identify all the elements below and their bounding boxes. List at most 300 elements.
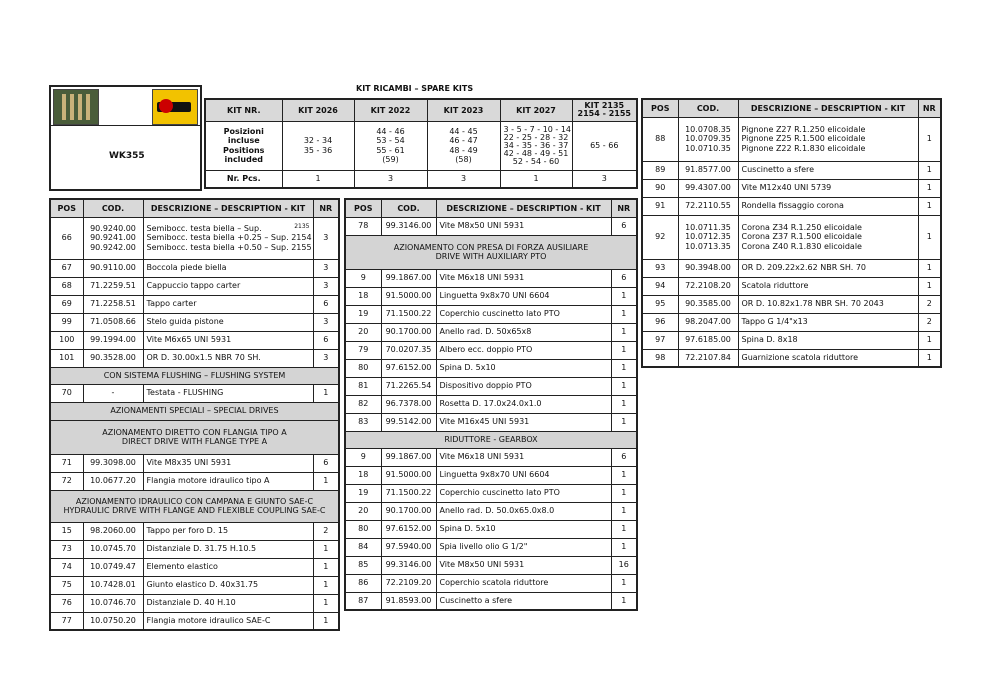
table-row — [642, 259, 941, 277]
part-pos: 15 — [50, 522, 83, 540]
section-heading-line: CON SISTEMA FLUSHING – FLUSHING SYSTEM — [103, 370, 286, 380]
part-description: Coperchio scatola riduttore — [436, 574, 611, 592]
part-pos: 86 — [345, 574, 381, 592]
table-row — [345, 520, 637, 538]
part-description: Linguetta 9x8x70 UNI 6604 — [436, 287, 611, 305]
section-direct-drive — [50, 420, 339, 454]
kit-pcs: 3 — [354, 170, 427, 188]
part-code: 99.1867.00 — [381, 448, 436, 466]
part-quantity: 1 — [611, 359, 637, 377]
part-description: Dispositivo doppio PTO — [436, 377, 611, 395]
part-quantity: 3 — [313, 349, 339, 367]
part-codes — [678, 215, 738, 259]
kit-pcs: 3 — [427, 170, 500, 188]
part-description: Tappo per foro D. 15 — [143, 522, 313, 540]
part-pos: 83 — [345, 413, 381, 431]
quantity-header: NR — [611, 199, 637, 217]
table-row — [345, 502, 637, 520]
part-code: 70.0207.35 — [381, 341, 436, 359]
table-row — [345, 359, 637, 377]
part-pos: 78 — [345, 217, 381, 235]
part-description: Rosetta D. 17.0x24.0x1.0 — [436, 395, 611, 413]
part-pos: 85 — [345, 556, 381, 574]
table-row — [642, 179, 941, 197]
table-row — [642, 295, 941, 313]
part-description-line — [147, 224, 310, 233]
table-row — [50, 217, 339, 259]
section-heading-line: HYDRAULIC DRIVE WITH FLANGE AND FLEXIBLE COUPLING SAE-C — [63, 506, 326, 515]
part-quantity: 1 — [918, 331, 941, 349]
table-row — [50, 313, 339, 331]
part-code: 10.0677.20 — [83, 472, 143, 490]
part-description: Stelo guida pistone — [143, 313, 313, 331]
part-code: 90.9110.00 — [83, 259, 143, 277]
part-pos: 75 — [50, 576, 83, 594]
part-quantity: 2 — [918, 295, 941, 313]
part-pos: 82 — [345, 395, 381, 413]
part-pos: 79 — [345, 341, 381, 359]
part-description: Pignone Z25 R.1.500 elicoidale — [741, 134, 866, 144]
part-quantity: 1 — [918, 277, 941, 295]
part-pos: 73 — [50, 540, 83, 558]
part-pos: 9 — [345, 269, 381, 287]
table-row — [345, 466, 637, 484]
part-descriptions — [738, 215, 918, 259]
table-row — [50, 331, 339, 349]
section-auxiliary-pto — [345, 235, 637, 269]
brand-logo — [152, 89, 198, 125]
table-row — [50, 594, 339, 612]
part-description: Coperchio cuscinetto lato PTO — [436, 305, 611, 323]
part-code: 99.1994.00 — [83, 331, 143, 349]
part-quantity: 6 — [611, 269, 637, 287]
part-quantity: 1 — [611, 287, 637, 305]
part-quantity: 1 — [918, 349, 941, 367]
pos-header: POS — [50, 199, 83, 217]
part-pos: 95 — [642, 295, 678, 313]
table-row — [642, 313, 941, 331]
part-quantity: 3 — [313, 313, 339, 331]
part-code: 91.5000.00 — [381, 287, 436, 305]
part-description: Testata - FLUSHING — [143, 384, 313, 402]
table-row — [345, 592, 637, 610]
part-code: 72.2108.20 — [678, 277, 738, 295]
part-pos: 72 — [50, 472, 83, 490]
section-heading — [50, 402, 339, 420]
section-gearbox — [345, 431, 637, 448]
part-quantity: 1 — [918, 117, 941, 161]
part-code: 98.2060.00 — [83, 522, 143, 540]
part-description: Linguetta 9x8x70 UNI 6604 — [436, 466, 611, 484]
part-description: Vite M6x18 UNI 5931 — [436, 269, 611, 287]
part-description: Flangia motore idraulico SAE-C — [143, 612, 313, 630]
table-header-row — [642, 99, 941, 117]
pos-header: POS — [642, 99, 678, 117]
part-pos: 81 — [345, 377, 381, 395]
part-code: 97.6185.00 — [678, 331, 738, 349]
kit-header: KIT 2135 2154 - 2155 — [572, 99, 637, 121]
table-row — [642, 277, 941, 295]
part-code: 99.3146.00 — [381, 556, 436, 574]
part-quantity: 1 — [918, 197, 941, 215]
part-pos: 76 — [50, 594, 83, 612]
description-header: DESCRIZIONE – DESCRIPTION - KIT — [143, 199, 313, 217]
part-quantity: 1 — [918, 161, 941, 179]
part-pos: 99 — [50, 313, 83, 331]
part-quantity: 1 — [611, 341, 637, 359]
section-flushing — [50, 367, 339, 384]
part-quantity: 1 — [611, 395, 637, 413]
part-description: Rondella fissaggio corona — [738, 197, 918, 215]
part-quantity: 1 — [611, 520, 637, 538]
part-quantity: 1 — [313, 576, 339, 594]
part-pos: 19 — [345, 305, 381, 323]
part-pos: 67 — [50, 259, 83, 277]
pcs-label: Nr. Pcs. — [205, 170, 282, 188]
part-description: Vite M6x18 UNI 5931 — [436, 448, 611, 466]
part-code: 90.3528.00 — [83, 349, 143, 367]
part-description: Pignone Z22 R.1.830 elicoidale — [741, 143, 866, 153]
table-row — [50, 259, 339, 277]
part-description: Pignone Z27 R.1.250 elicoidale — [741, 125, 866, 135]
quantity-header: NR — [918, 99, 941, 117]
table-row — [345, 269, 637, 287]
part-description: Anello rad. D. 50.0x65.0x8.0 — [436, 502, 611, 520]
part-code: 71.1500.22 — [381, 305, 436, 323]
part-quantity: 1 — [611, 502, 637, 520]
part-code: 10.0745.70 — [83, 540, 143, 558]
section-heading-line: AZIONAMENTO DIRETTO CON FLANGIA TIPO A — [102, 427, 287, 437]
table-row — [345, 556, 637, 574]
part-description: Boccola piede biella — [143, 259, 313, 277]
table-row — [345, 574, 637, 592]
table-row — [50, 558, 339, 576]
part-code: 90.9241.00 — [90, 233, 136, 243]
table-row — [50, 522, 339, 540]
pos-header: POS — [345, 199, 381, 217]
part-description: OR D. 10.82x1.78 NBR SH. 70 2043 — [738, 295, 918, 313]
code-header: COD. — [678, 99, 738, 117]
table-row — [345, 323, 637, 341]
table-row — [345, 341, 637, 359]
part-description: Vite M8x35 UNI 5931 — [143, 454, 313, 472]
part-description: Spina D. 5x10 — [436, 359, 611, 377]
part-quantity: 16 — [611, 556, 637, 574]
table-row — [50, 576, 339, 594]
table-row — [50, 472, 339, 490]
code-header: COD. — [83, 199, 143, 217]
part-code: 90.9242.00 — [90, 242, 136, 252]
table-row — [345, 287, 637, 305]
part-quantity: 1 — [611, 484, 637, 502]
table-row — [642, 331, 941, 349]
part-description: Albero ecc. doppio PTO — [436, 341, 611, 359]
part-quantity: 6 — [313, 331, 339, 349]
description-header: DESCRIZIONE – DESCRIPTION - KIT — [738, 99, 918, 117]
table-row — [50, 540, 339, 558]
part-code: 99.3098.00 — [83, 454, 143, 472]
table-header-row — [50, 199, 339, 217]
part-codes — [83, 217, 143, 259]
part-description: OR D. 30.00x1.5 NBR 70 SH. — [143, 349, 313, 367]
part-quantity: 1 — [611, 466, 637, 484]
section-heading — [50, 490, 339, 522]
part-pos: 69 — [50, 295, 83, 313]
table-row — [345, 305, 637, 323]
table-row — [345, 413, 637, 431]
model-label: WK355 — [109, 151, 145, 161]
parts-table-middle — [344, 198, 638, 611]
part-pos: 20 — [345, 502, 381, 520]
part-description: Tappo carter — [143, 295, 313, 313]
part-codes — [678, 117, 738, 161]
logo-panel — [49, 85, 202, 191]
part-code: 72.2109.20 — [381, 574, 436, 592]
table-row — [642, 117, 941, 161]
table-row — [642, 215, 941, 259]
table-row — [50, 384, 339, 402]
kit-pcs: 1 — [282, 170, 354, 188]
positions-label: Posizioni incluse Positions included — [205, 121, 282, 170]
part-code: 72.2110.55 — [678, 197, 738, 215]
part-pos: 96 — [642, 313, 678, 331]
part-pos: 90 — [642, 179, 678, 197]
part-code: 10.0713.35 — [685, 241, 731, 251]
table-row — [50, 295, 339, 313]
section-heading-line: DIRECT DRIVE WITH FLANGE TYPE A — [121, 437, 268, 446]
kit-positions: 3 - 5 - 7 - 10 - 14 22 - 25 - 28 - 32 34 - 35 - 36 - 37 42 - 48 - 49 - 51 52 - 54 - 60 — [500, 121, 572, 170]
table-row — [345, 395, 637, 413]
kit-nr-header: KIT NR. — [205, 99, 282, 121]
table-row — [50, 454, 339, 472]
part-description: Flangia motore idraulico tipo A — [143, 472, 313, 490]
part-code: 10.0711.35 — [685, 223, 731, 233]
part-code: 90.3585.00 — [678, 295, 738, 313]
kit-header: KIT 2026 — [282, 99, 354, 121]
part-code: 71.2265.54 — [381, 377, 436, 395]
part-description: Anello rad. D. 50x65x8 — [436, 323, 611, 341]
part-pos: 100 — [50, 331, 83, 349]
kit-header: KIT 2022 — [354, 99, 427, 121]
part-description: Guarnizione scatola riduttore — [738, 349, 918, 367]
part-description: Cuscinetto a sfere — [436, 592, 611, 610]
table-row — [642, 161, 941, 179]
part-code: 72.2107.84 — [678, 349, 738, 367]
part-code: - — [83, 384, 143, 402]
part-description: OR D. 209.22x2.62 NBR SH. 70 — [738, 259, 918, 277]
parts-table-left — [49, 198, 340, 631]
part-pos: 98 — [642, 349, 678, 367]
part-quantity: 1 — [611, 413, 637, 431]
part-description: Spia livello olio G 1/2" — [436, 538, 611, 556]
part-quantity: 6 — [611, 448, 637, 466]
kit-pcs: 3 — [572, 170, 637, 188]
table-row — [642, 197, 941, 215]
kit-positions: 44 - 45 46 - 47 48 - 49 (58) — [427, 121, 500, 170]
part-quantity: 1 — [313, 540, 339, 558]
part-code: 90.9240.00 — [90, 224, 136, 234]
part-pos: 20 — [345, 323, 381, 341]
part-description: Vite M12x40 UNI 5739 — [738, 179, 918, 197]
part-quantity: 2 — [313, 522, 339, 540]
part-pos: 87 — [345, 592, 381, 610]
section-heading — [345, 431, 637, 448]
part-quantity: 3 — [313, 259, 339, 277]
part-description: Spina D. 5x10 — [436, 520, 611, 538]
part-quantity: 1 — [611, 592, 637, 610]
part-description: Vite M6x65 UNI 5931 — [143, 331, 313, 349]
table-row — [345, 538, 637, 556]
part-code: 10.0746.70 — [83, 594, 143, 612]
part-code: 99.1867.00 — [381, 269, 436, 287]
part-code: 91.8593.00 — [381, 592, 436, 610]
part-descriptions — [738, 117, 918, 161]
part-pos: 80 — [345, 520, 381, 538]
part-description: Vite M8x50 UNI 5931 — [436, 556, 611, 574]
table-row — [345, 377, 637, 395]
parts-table-right — [641, 98, 942, 368]
part-code: 96.7378.00 — [381, 395, 436, 413]
part-pos: 70 — [50, 384, 83, 402]
kit-positions: 65 - 66 — [572, 121, 637, 170]
part-quantity: 3 — [313, 277, 339, 295]
part-pos: 68 — [50, 277, 83, 295]
part-description: Scatola riduttore — [738, 277, 918, 295]
part-code: 97.6152.00 — [381, 359, 436, 377]
part-pos: 66 — [50, 217, 83, 259]
part-description: Vite M16x45 UNI 5931 — [436, 413, 611, 431]
part-quantity: 6 — [313, 454, 339, 472]
part-pos: 88 — [642, 117, 678, 161]
part-description: Semibocc. testa biella – Sup. — [146, 224, 262, 234]
part-code: 99.5142.00 — [381, 413, 436, 431]
table-row — [345, 448, 637, 466]
part-description: Elemento elastico — [143, 558, 313, 576]
part-code: 90.3948.00 — [678, 259, 738, 277]
part-code: 91.8577.00 — [678, 161, 738, 179]
part-code: 98.2047.00 — [678, 313, 738, 331]
part-code: 90.1700.00 — [381, 323, 436, 341]
part-code: 10.0750.20 — [83, 612, 143, 630]
part-description: Cappuccio tappo carter — [143, 277, 313, 295]
code-header: COD. — [381, 199, 436, 217]
section-heading-line: RIDUTTORE - GEARBOX — [444, 434, 538, 444]
section-heading — [50, 420, 339, 454]
part-code: 99.4307.00 — [678, 179, 738, 197]
part-quantity: 1 — [611, 323, 637, 341]
part-code: 10.0749.47 — [83, 558, 143, 576]
part-description: Cuscinetto a sfere — [738, 161, 918, 179]
part-description: Vite M8x50 UNI 5931 — [436, 217, 611, 235]
part-description: Semibocc. testa biella +0.25 – Sup. 2154 — [146, 233, 312, 243]
part-pos: 19 — [345, 484, 381, 502]
part-code: 97.6152.00 — [381, 520, 436, 538]
part-descriptions — [143, 217, 313, 259]
kit-positions: 44 - 46 53 - 54 55 - 61 (59) — [354, 121, 427, 170]
part-pos: 77 — [50, 612, 83, 630]
section-heading-line: DRIVE WITH AUXILIARY PTO — [435, 252, 547, 261]
part-quantity: 1 — [918, 259, 941, 277]
part-description: Corona Z40 R.1.830 elicoidale — [741, 241, 862, 251]
table-row — [345, 484, 637, 502]
section-heading-line: AZIONAMENTO CON PRESA DI FORZA AUSILIARE — [393, 242, 589, 252]
part-quantity: 1 — [313, 594, 339, 612]
part-quantity: 1 — [611, 538, 637, 556]
description-header: DESCRIZIONE – DESCRIPTION - KIT — [436, 199, 611, 217]
kit-header: KIT 2027 — [500, 99, 572, 121]
part-pos: 71 — [50, 454, 83, 472]
part-code: 71.2259.51 — [83, 277, 143, 295]
part-quantity: 6 — [611, 217, 637, 235]
part-quantity: 2 — [918, 313, 941, 331]
table-header-row — [345, 199, 637, 217]
part-pos: 18 — [345, 466, 381, 484]
part-pos: 91 — [642, 197, 678, 215]
part-description: Spina D. 8x18 — [738, 331, 918, 349]
section-heading — [345, 235, 637, 269]
part-pos: 18 — [345, 287, 381, 305]
part-quantity: 6 — [313, 295, 339, 313]
section-special-drives — [50, 402, 339, 420]
part-code: 99.3146.00 — [381, 217, 436, 235]
part-description: Tappo G 1/4"x13 — [738, 313, 918, 331]
section-hydraulic-drive — [50, 490, 339, 522]
part-code: 10.7428.01 — [83, 576, 143, 594]
kit-table — [204, 98, 638, 189]
part-description: Corona Z37 R.1.500 elicoidale — [741, 232, 862, 242]
part-quantity: 1 — [313, 558, 339, 576]
part-pos: 94 — [642, 277, 678, 295]
part-code: 10.0712.35 — [685, 232, 731, 242]
part-code: 91.5000.00 — [381, 466, 436, 484]
part-description: Semibocc. testa biella +0.50 – Sup. 2155 — [146, 242, 312, 252]
part-pos: 74 — [50, 558, 83, 576]
part-quantity: 1 — [918, 215, 941, 259]
part-code: 97.5940.00 — [381, 538, 436, 556]
superseded-code: 2135 — [294, 223, 310, 231]
part-quantity: 1 — [611, 574, 637, 592]
manufacturer-logo — [53, 89, 99, 125]
part-code: 90.1700.00 — [381, 502, 436, 520]
part-quantity: 3 — [313, 217, 339, 259]
part-description: Corona Z34 R.1.250 elicoidale — [741, 223, 862, 233]
part-description: Distanziale D. 40 H.10 — [143, 594, 313, 612]
part-description: Coperchio cuscinetto lato PTO — [436, 484, 611, 502]
part-pos: 84 — [345, 538, 381, 556]
kit-positions: 32 - 34 35 - 36 — [282, 121, 354, 170]
section-heading-line: AZIONAMENTO IDRAULICO CON CAMPANA E GIUNTO SAE-C — [75, 496, 314, 506]
part-description: Giunto elastico D. 40x31.75 — [143, 576, 313, 594]
kit-pcs: 1 — [500, 170, 572, 188]
part-code: 10.0710.35 — [685, 143, 731, 153]
part-code: 71.2258.51 — [83, 295, 143, 313]
part-code: 10.0708.35 — [685, 125, 731, 135]
table-row — [642, 349, 941, 367]
part-quantity: 1 — [918, 179, 941, 197]
part-quantity: 1 — [611, 377, 637, 395]
part-description: Distanziale D. 31.75 H.10.5 — [143, 540, 313, 558]
part-code: 71.1500.22 — [381, 484, 436, 502]
part-code: 71.0508.66 — [83, 313, 143, 331]
part-pos: 101 — [50, 349, 83, 367]
part-quantity: 1 — [313, 612, 339, 630]
table-row — [50, 612, 339, 630]
table-row — [50, 349, 339, 367]
section-heading — [50, 367, 339, 384]
part-code: 10.0709.35 — [685, 134, 731, 144]
part-pos: 92 — [642, 215, 678, 259]
section-heading-line: AZIONAMENTI SPECIALI – SPECIAL DRIVES — [110, 406, 279, 416]
